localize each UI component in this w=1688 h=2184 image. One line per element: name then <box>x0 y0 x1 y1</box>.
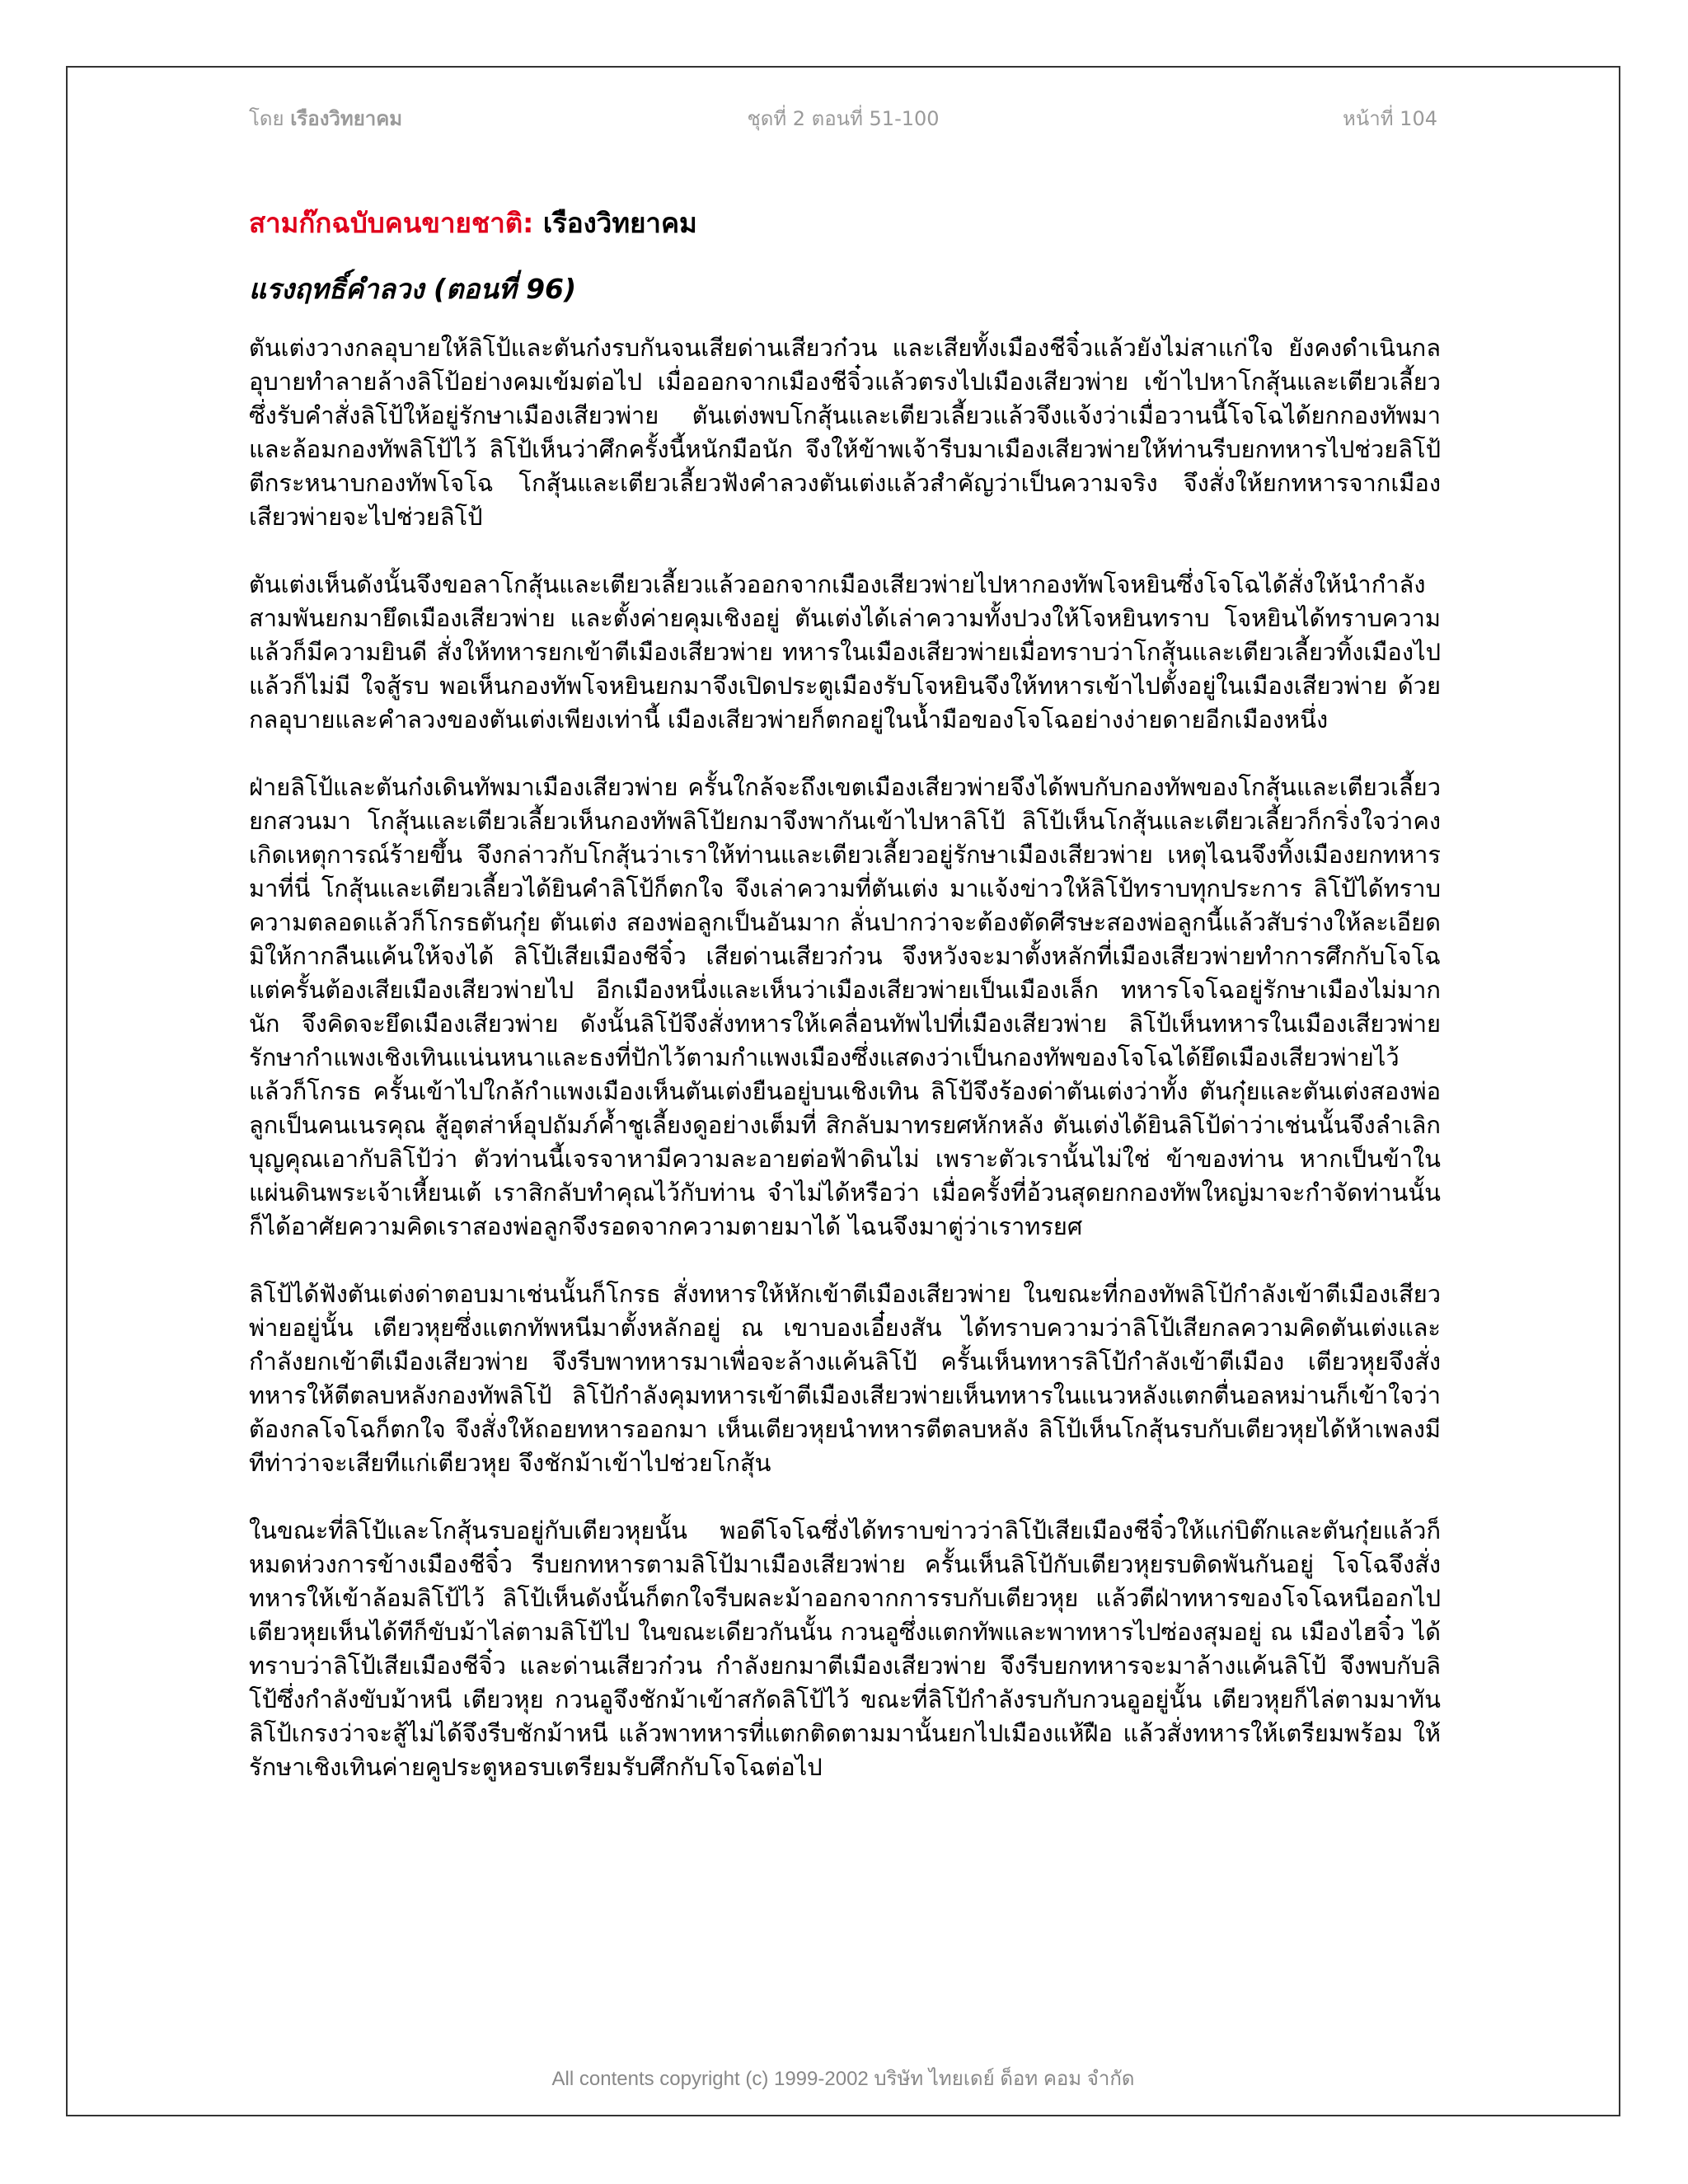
header-page-number: หน้าที่ 104 <box>1343 107 1437 130</box>
paragraph-1: ตันเต่งวางกลอุบายให้ลิโป้และตันก๋งรบกันจนเสียด่านเสียวก๋วน และเสียทั้งเมืองชีจิ๋วแล้วยังไม่สาแก่ใจ ยังคงดำเนินกลอุบายทำลายล้างลิโป้อย่างคมเข้มต่อไป เมื่อออกจากเมืองชีจิ๋วแล้วตรงไปเมืองเสียวพ่าย เข้าไปหาโกสุ้นและเตียวเลี้ยวซึ่งรับคำสั่งลิโป้ให้อยู่รักษาเมืองเสียวพ่าย ตันเต่งพบโกสุ้นและเตียวเลี้ยวแล้วจึงแจ้งว่าเมื่อวานนี้โจโฉได้ยกกองทัพมาและล้อมกองทัพลิโป้ไว้ ลิโป้เห็นว่าศึกครั้งนี้หนักมือนัก จึงให้ข้าพเจ้ารีบมาเมืองเสียวพ่ายให้ท่านรีบยกทหารไปช่วยลิโป้ตีกระหนาบกองทัพโจโฉ โกสุ้นและเตียวเลี้ยวฟังคำลวงตันเต่งแล้วสำคัญว่าเป็นความจริง จึงสั่งให้ยกทหารจากเมืองเสียวพ่ายจะไปช่วยลิโป้ <box>249 334 1441 531</box>
paragraph-2: ตันเต่งเห็นดังนั้นจึงขอลาโกสุ้นและเตียวเลี้ยวแล้วออกจากเมืองเสียวพ่ายไปหากองทัพโจหยินซึ่งโจโฉได้สั่งให้นำกำลังสามพันยกมายึดเมืองเสียวพ่าย และตั้งค่ายคุมเชิงอยู่ ตันเต่งได้เล่าความทั้งปวงให้โจหยินทราบ โจหยินได้ทราบความ แล้วก็มีความยินดี สั่งให้ทหารยกเข้าตีเมืองเสียวพ่าย ทหารในเมืองเสียวพ่ายเมื่อทราบว่าโกสุ้นและเตียวเลี้ยวทิ้งเมืองไปแล้วก็ไม่มี ใจสู้รบ พอเห็นกองทัพโจหยินยกมาจึงเปิดประตูเมืองรับโจหยินจึงให้ทหารเข้าไปตั้งอยู่ในเมืองเสียวพ่าย ด้วยกลอุบายและคำลวงของตันเต่งเพียงเท่านี้ เมืองเสียวพ่ายก็ตกอยู่ในน้ำมือของโจโฉอย่างง่ายดายอีกเมืองหนึ่ง <box>249 570 1441 733</box>
article-body <box>249 331 1441 1818</box>
copyright-footer: All contents copyright (c) 1999-2002 บริษัท ไทยเดย์ ด็อท คอม จำกัด <box>551 2068 1135 2090</box>
title-red-part: สามก๊กฉบับคนขายชาติ: <box>249 207 534 239</box>
paragraph-4: ลิโป้ได้ฟังตันเต่งด่าตอบมาเช่นนั้นก็โกรธ สั่งทหารให้หักเข้าตีเมืองเสียวพ่าย ในขณะที่กองทัพลิโป้กำลังเข้าตีเมืองเสียวพ่ายอยู่นั้น เตียวหุยซึ่งแตกทัพหนีมาตั้งหลักอยู่ ณ เขาบองเอี๋ยงสัน ได้ทราบความว่าลิโป้เสียกลความคิดตันเต่งและกำลังยกเข้าตีเมืองเสียวพ่าย จึงรีบพาทหารมาเพื่อจะล้างแค้นลิโป้ ครั้นเห็นทหารลิโป้กำลังเข้าตีเมือง เตียวหุยจึงสั่งทหารให้ตีตลบหลังกองทัพลิโป้ ลิโป้กำลังคุมทหารเข้าตีเมืองเสียวพ่ายเห็นทหารในแนวหลังแตกตื่นอลหม่านก็เข้าใจว่าต้องกลโจโฉก็ตกใจ จึงสั่งให้ถอยทหารออกมา เห็นเตียวหุยนำทหารตีตลบหลัง ลิโป้เห็นโกสุ้นรบกับเตียวหุยได้ห้าเพลงมีทีท่าว่าจะเสียทีแก่เตียวหุย จึงชักม้าเข้าไปช่วยโกสุ้น <box>249 1280 1441 1477</box>
page-frame <box>66 66 1620 2116</box>
header-author-name: เรืองวิทยาคม <box>290 107 403 130</box>
page-header <box>249 102 1437 135</box>
header-series: ชุดที่ 2 ตอนที่ 51-100 <box>747 107 940 130</box>
episode-title: แรงฤทธิ์คำลวง (ตอนที่ 96) <box>249 273 577 305</box>
header-author-prefix: โดย <box>249 107 284 130</box>
paragraph-5: ในขณะที่ลิโป้และโกสุ้นรบอยู่กับเตียวหุยนั้น พอดีโจโฉซึ่งได้ทราบข่าวว่าลิโป้เสียเมืองชีจิ๋วให้แก่บิต๊กและตันกุ๋ยแล้วก็หมดห่วงการข้างเมืองชีจิ๋ว รีบยกทหารตามลิโป้มาเมืองเสียวพ่าย ครั้นเห็นลิโป้กับเตียวหุยรบติดพันกันอยู่ โจโฉจึงสั่งทหารให้เข้าล้อมลิโป้ไว้ ลิโป้เห็นดังนั้นก็ตกใจรีบผละม้าออกจากการรบกับเตียวหุย แล้วตีฝ่าทหารของโจโฉหนีออกไป เตียวหุยเห็นได้ทีก็ขับม้าไล่ตามลิโป้ไป ในขณะเดียวกันนั้น กวนอูซึ่งแตกทัพและพาทหารไปซ่องสุมอยู่ ณ เมืองไฮจิ๋ว ได้ทราบว่าลิโป้เสียเมืองชีจิ๋ว และด่านเสียวก๋วน กำลังยกมาตีเมืองเสียวพ่าย จึงรีบยกทหารจะมาล้างแค้นลิโป้ จึงพบกับลิโป้ซึ่งกำลังขับม้าหนี เตียวหุย กวนอูจึงชักม้าเข้าสกัดลิโป้ไว้ ขณะที่ลิโป้กำลังรบกับกวนอูอยู่นั้น เตียวหุยก็ไล่ตามมาทัน ลิโป้เกรงว่าจะสู้ไม่ได้จึงรีบชักม้าหนี แล้วพาทหารที่แตกติดตามมานั้นยกไปเมืองแห้ฝือ แล้วสั่งทหารให้เตรียมพร้อม ให้รักษาเชิงเทินค่ายคูประตูหอรบเตรียมรับศึกกับโจโฉต่อไป <box>249 1516 1441 1781</box>
page-title <box>249 201 697 245</box>
title-author: เรืองวิทยาคม <box>533 207 697 239</box>
paragraph-3: ฝ่ายลิโป้และตันก๋งเดินทัพมาเมืองเสียวพ่าย ครั้นใกล้จะถึงเขตเมืองเสียวพ่ายจึงได้พบกับกองทัพของโกสุ้นและเตียวเลี้ยวยกสวนมา โกสุ้นและเตียวเลี้ยวเห็นกองทัพลิโป้ยกมาจึงพากันเข้าไปหาลิโป้ ลิโป้เห็นโกสุ้นและเตียวเลี้ยวก็กริ่งใจว่าคงเกิดเหตุการณ์ร้ายขึ้น จึงกล่าวกับโกสุ้นว่าเราให้ท่านและเตียวเลี้ยวอยู่รักษาเมืองเสียวพ่าย เหตุไฉนจึงทิ้งเมืองยกทหารมาที่นี่ โกสุ้นและเตียวเลี้ยวได้ยินคำลิโป้ก็ตกใจ จึงเล่าความที่ตันเต่ง มาแจ้งข่าวให้ลิโป้ทราบทุกประการ ลิโป้ได้ทราบความตลอดแล้วก็โกรธตันกุ๋ย ตันเต่ง สองพ่อลูกเป็นอันมาก ลั่นปากว่าจะต้องตัดศีรษะสองพ่อลูกนี้แล้วสับร่างให้ละเอียดมิให้กากลืนแค้นให้จงได้ ลิโป้เสียเมืองชีจิ๋ว เสียด่านเสียวก๋วน จึงหวังจะมาตั้งหลักที่เมืองเสียวพ่ายทำการศึกกับโจโฉ แต่ครั้นต้องเสียเมืองเสียวพ่ายไป อีกเมืองหนึ่งและเห็นว่าเมืองเสียวพ่ายเป็นเมืองเล็ก ทหารโจโฉอยู่รักษาเมืองไม่มากนัก จึงคิดจะยึดเมืองเสียวพ่าย ดังนั้นลิโป้จึงสั่งทหารให้เคลื่อนทัพไปที่เมืองเสียวพ่าย ลิโป้เห็นทหารในเมืองเสียวพ่ายรักษากำแพงเชิงเทินแน่นหนาและธงที่ปักไว้ตามกำแพงเมืองซึ่งแสดงว่าเป็นกองทัพของโจโฉได้ยึดเมืองเสียวพ่ายไว้แล้วก็โกรธ ครั้นเข้าไปใกล้กำแพงเมืองเห็นตันเต่งยืนอยู่บนเชิงเทิน ลิโป้จึงร้องด่าตันเต่งว่าทั้ง ตันกุ๋ยและตันเต่งสองพ่อลูกเป็นคนเนรคุณ สู้อุตส่าห์อุปถัมภ์ค้ำชูเลี้ยงดูอย่างเต็มที่ สิกลับมาทรยศหักหลัง ตันเต่งได้ยินลิโป้ด่าว่าเช่นนั้นจึงลำเลิกบุญคุณเอากับลิโป้ว่า ตัวท่านนี้เจรจาหามีความละอายต่อฟ้าดินไม่ เพราะตัวเรานั้นไม่ใช่ ข้าของท่าน หากเป็นข้าในแผ่นดินพระเจ้าเหี้ยนเต้ เราสิกลับทำคุณไว้กับท่าน จำไม่ได้หรือว่า เมื่อครั้งที่อ้วนสุดยกกองทัพใหญ่มาจะกำจัดท่านนั้น ก็ได้อาศัยความคิดเราสองพ่อลูกจึงรอดจากความตายมาได้ ไฉนจึงมาตู่ว่าเราทรยศ <box>249 773 1441 1240</box>
